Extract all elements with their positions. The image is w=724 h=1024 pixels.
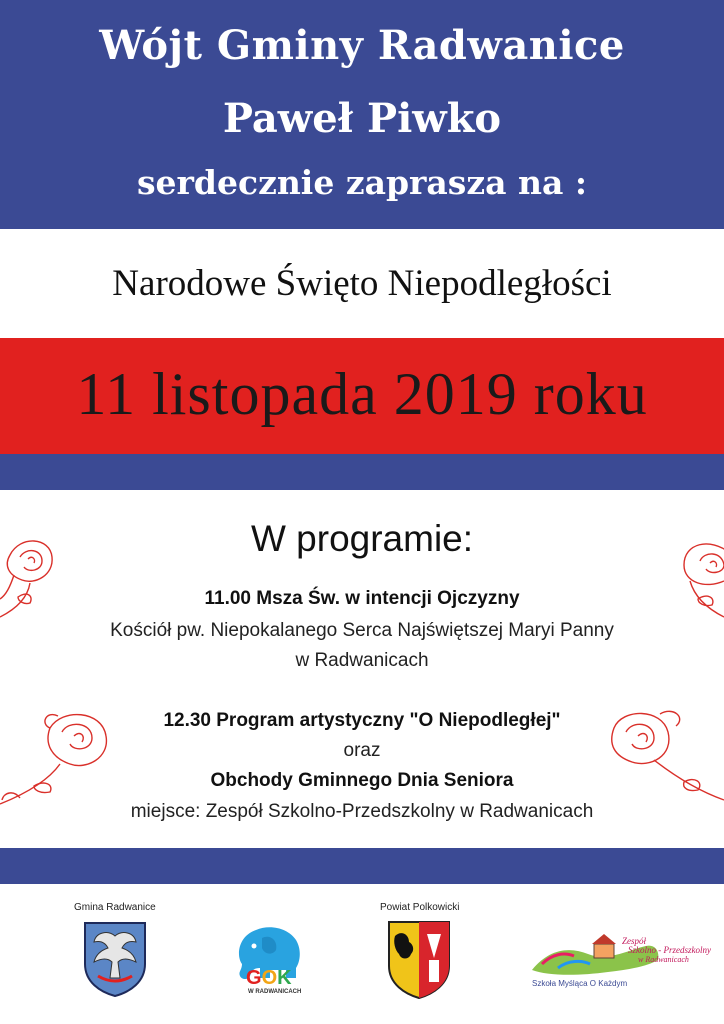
program-item-1-time: 11.00 Msza Św. w intencji Ojczyzny: [204, 588, 520, 609]
school-motto: Szkoła Myśląca O Każdym: [532, 979, 628, 988]
event-date: 11 listopada 2019 roku: [76, 361, 648, 427]
footer-band: [0, 848, 724, 884]
svg-text:w Radwanicach: w Radwanicach: [638, 955, 689, 964]
header-name: Paweł Piwko: [222, 95, 502, 142]
program-item-2-sub: Obchody Gminnego Dnia Seniora: [210, 770, 514, 791]
header-banner: [0, 0, 724, 229]
program-item-2-place: miejsce: Zespół Szkolno-Przedszkolny w Radwanicach: [130, 801, 594, 822]
gmina-label: Gmina Radwanice: [74, 902, 156, 913]
powiat-coat-of-arms-icon: [387, 920, 451, 1000]
program-heading: W programie:: [250, 518, 474, 559]
divider-band: [0, 454, 724, 490]
program-item-1-place-town: w Radwanicach: [295, 650, 429, 671]
program-item-2-and: oraz: [343, 740, 381, 761]
gok-subtext: W RADWANICACH: [248, 989, 302, 995]
program-item-1-place: Kościół pw. Niepokalanego Serca Najświętszej Maryi Panny: [110, 620, 614, 641]
school-logo-icon: [528, 920, 711, 992]
header-invite: serdecznie zaprasza na :: [136, 163, 588, 202]
header-title: Wójt Gminy Radwanice: [99, 22, 625, 69]
event-title: Narodowe Święto Niepodległości: [112, 263, 612, 304]
date-banner: [0, 338, 724, 454]
svg-text:Szkolno - Przedszkolny: Szkolno - Przedszkolny: [628, 945, 711, 955]
gmina-coat-of-arms-icon: [82, 920, 148, 998]
powiat-label: Powiat Polkowicki: [380, 902, 460, 913]
program-item-2-title: 12.30 Program artystyczny "O Niepodległej": [163, 710, 561, 731]
svg-text:Zespół: Zespół: [622, 936, 647, 946]
gok-text: GOK: [246, 967, 292, 989]
